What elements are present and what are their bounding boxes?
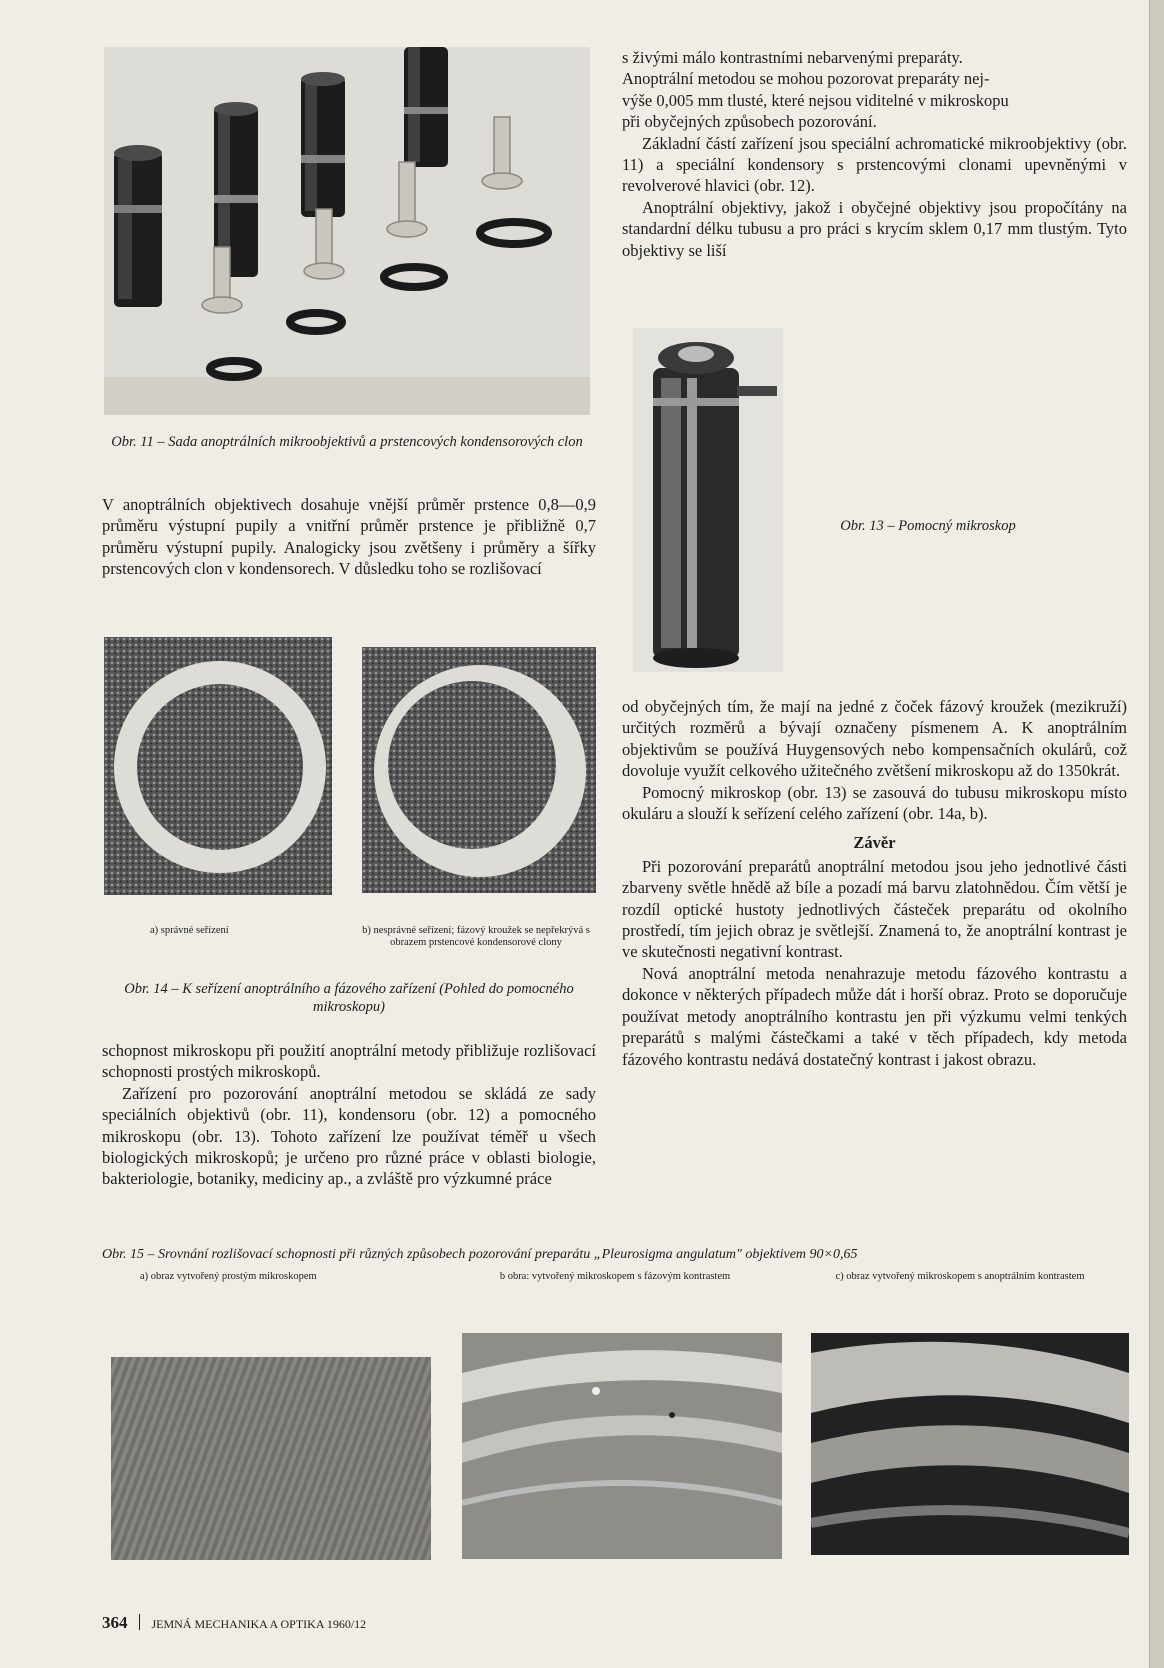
page-edge bbox=[1149, 0, 1164, 1668]
fig15a-photo bbox=[111, 1357, 431, 1560]
right-top-line-3: výše 0,005 mm tlusté, které nejsou viditelné v mikroskopu bbox=[622, 90, 1009, 110]
right-top-line-4: při obyčejných způsobech pozorování. bbox=[622, 112, 877, 132]
fig13-caption: Obr. 13 – Pomocný mikroskop bbox=[840, 518, 1016, 534]
fig11-caption: Obr. 11 – Sada anoptrálních mikroobjektivů a prstencových kondensorových clon bbox=[111, 434, 583, 450]
fig14-caption: Obr. 14 – K seřízení anoptrálního a fázového zařízení (Pohled do pomocného mikroskopu) bbox=[124, 981, 574, 1015]
fig15a-label: a) obraz vytvořený prostým mikroskopem bbox=[140, 1271, 317, 1282]
fig15c-label: c) obraz vytvořený mikroskopem s anoptrálním kontrastem bbox=[835, 1271, 1085, 1282]
fig11-photo bbox=[104, 47, 590, 415]
fig15-caption: Obr. 15 – Srovnání rozlišovací schopnosti při různých způsobech pozorování preparátu „Pleurosigma angulatum" objektivem 90×0,65 bbox=[102, 1247, 858, 1262]
fig14a-photo bbox=[104, 637, 332, 895]
fig15b-photo bbox=[462, 1333, 782, 1559]
right-top-line-2: Anoptrální metodou se mohou pozorovat preparáty nej- bbox=[622, 69, 990, 89]
right-top-p3: Anoptrální objektivy, jakož i obyčejné objektivy jsou propočítány na standardní délku tubusu a pro práci s krycím sklem 0,17 mm tlustým. Tyto objektivy se liší bbox=[622, 197, 1127, 260]
left-bottom-text bbox=[102, 1040, 596, 1190]
objective-mid bbox=[301, 72, 345, 217]
fig15b-label: b obra: vytvořený mikroskopem s fázovým kontrastem bbox=[499, 1271, 731, 1282]
right-bottom-p2: Pomocný mikroskop (obr. 13) se zasouvá do tubusu mikroskopu místo okuláru a slouží k seřízení celého zařízení (obr. 14a, b). bbox=[622, 782, 1127, 824]
left-bottom-p1: schopnost mikroskopu při použití anoptrální metody přibližuje rozlišovací schopnosti prostých mikroskopů. bbox=[102, 1041, 596, 1082]
page-footer bbox=[102, 1613, 366, 1633]
right-top-p2: Základní částí zařízení jsou speciální achromatické mikroobjektivy (obr. 11) a speciální kondensory s prstencovými clonami upevněnými v revolverové hlavici (obr. 12). bbox=[622, 133, 1127, 196]
right-top-line-1: s živými málo kontrastními nebarvenými preparáty. bbox=[622, 48, 963, 67]
fig14b-label: b) nesprávné seřízení; fázový kroužek se nepřekrývá s obrazem prstencové kondensorové clony bbox=[362, 925, 590, 948]
page-number: 364 bbox=[102, 1613, 128, 1632]
fig14a-label: a) správné seřízení bbox=[150, 925, 229, 936]
journal-name: JEMNÁ MECHANIKA A OPTIKA 1960/12 bbox=[151, 1617, 367, 1631]
left-bottom-p2: Zařízení pro pozorování anoptrální metodou se skládá ze sady speciálních objektivů (obr. 11), kondensoru (obr. 12) a pomocného mikroskopu (obr. 13). Tohoto zařízení lze používat téměř u všech biologických mikroskopů; je určeno pro různé práce v oblasti biologie, bakteriologie, botaniky, mediciny ap., a zvláště pro výzkumné práce bbox=[102, 1083, 596, 1189]
right-bottom-p4: Nová anoptrální metoda nenahrazuje metodu fázového kontrastu a dokonce v některých případech může dát i horší obraz. Proto se doporučuje používat metody anoptrálního kontrastu jen při výzkumu velmi tenkých preparátů s malými částečkami a také v těch případech, kdy metoda fázového kontrastu nedává dostatečný kontrast i jakost obrazu. bbox=[622, 963, 1127, 1069]
right-top-text bbox=[622, 47, 1127, 261]
objective-tall-right bbox=[404, 47, 448, 167]
right-bottom-p3: Při pozorování preparátů anoptrální metodou jsou jeho jednotlivé části zbarveny světle hnědě až bíle a pozadí má barvu zlatohnědou. Čím větší je rozdíl optické hustoty jednotlivých částeček preparátu od okolního prostředí, tím jejich obraz je světlejší. Znamená to, že anoptrální kontrast je ve skutečnosti negativní kontrast. bbox=[622, 856, 1127, 962]
left-mid-p1: V anoptrálních objektivech dosahuje vnější průměr prstence 0,8—0,9 průměru výstupní pupily a vnitřní průměr prstence je přibližně 0,7 průměru výstupní pupily. Analogicky jsou zvětšeny i průměry a šířky prstencových clon v kondensorech. V důsledku toho se rozlišovací bbox=[102, 495, 596, 579]
fig13-photo bbox=[633, 328, 783, 672]
fig14b-photo bbox=[362, 647, 596, 893]
right-bottom-p1: od obyčejných tím, že mají na jedné z čoček fázový kroužek (mezikruží) určitých rozměrů a bývají označeny písmenem A. K anoptrálním objektivům se používá Huygensových nebo kompensačních okulárů, což dovoluje využít celkového užitečného zvětšení mikroskopu až do 1350krát. bbox=[622, 697, 1127, 781]
right-bottom-text bbox=[622, 696, 1127, 1070]
section-heading: Závěr bbox=[853, 833, 896, 853]
footer-divider bbox=[139, 1614, 140, 1630]
fig15c-photo bbox=[811, 1333, 1129, 1555]
left-mid-text bbox=[102, 494, 596, 580]
objective-large-left bbox=[114, 145, 162, 307]
